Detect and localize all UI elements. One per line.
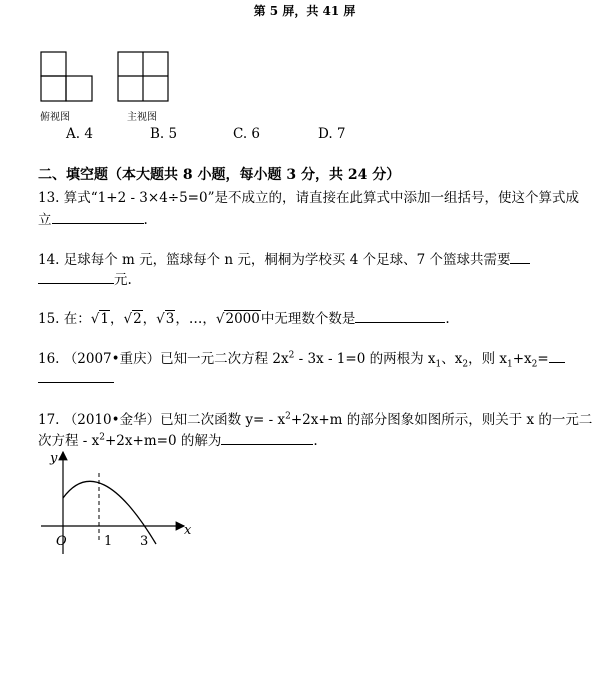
q17-exp-2: 2 <box>99 432 105 443</box>
q16-sub2: 2 <box>462 359 469 370</box>
q17-text-b: +2x+m 的部分图象如图所示，则关于 x 的一元二 <box>290 412 593 428</box>
page-header: 第 5 屏，共 41 屏 <box>253 4 356 18</box>
y-axis-label: y <box>50 451 58 466</box>
q14-line1 <box>38 248 530 268</box>
q16-exp: 2 <box>288 350 295 361</box>
front-view-shape <box>118 52 168 101</box>
q13-text: 立 <box>38 212 52 228</box>
q16-sub3: 1 <box>507 359 513 370</box>
q13-answer-blank[interactable] <box>52 209 144 224</box>
q16-text-f: = <box>537 351 549 367</box>
q17-end: . <box>313 433 318 449</box>
q16-text-c: 、x <box>441 351 463 367</box>
tick-label-3: 3 <box>140 534 149 549</box>
q17-text-a: 17. （2010•金华）已知二次函数 y= - x <box>38 412 286 428</box>
q14-line2 <box>38 268 132 288</box>
front-view-caption: 主视图 <box>127 112 157 123</box>
q14-answer-blank-b[interactable] <box>38 269 114 284</box>
q14-end: 元. <box>114 272 132 288</box>
q14-text: 14. 足球每个 m 元，篮球每个 n 元，桐桐为学校买 4 个足球、7 个篮球共需要 <box>38 252 511 268</box>
q15-prefix: 15. 在： <box>38 311 91 327</box>
q15-line: 15. 在：√1，√2，√3，…，√2000中无理数个数是 . <box>38 307 450 327</box>
q16-sub1: 1 <box>435 359 442 370</box>
q16-text-b: - 3x - 1=0 的两根为 x <box>294 351 436 367</box>
origin-label: O <box>56 534 67 549</box>
q15-answer-blank[interactable] <box>355 308 445 323</box>
q13-end: . <box>143 212 148 228</box>
q16-answer-blank-b[interactable] <box>38 368 114 383</box>
q17-text-d: +2x+m=0 的解为 <box>105 433 222 449</box>
q15-sqrt-2: √2 <box>123 311 142 327</box>
q15-dots: ，…， <box>175 311 216 327</box>
section-title: 二、填空题（本大题共 8 小题，每小题 3 分，共 24 分） <box>38 167 401 183</box>
q15-sqrt-2000: √2000 <box>215 311 260 327</box>
q16-line2 <box>38 368 114 387</box>
x-axis-label: x <box>184 523 192 538</box>
q16-sub4: 2 <box>531 359 538 370</box>
parabola-graph <box>36 446 206 561</box>
q16-text-a: 16. （2007•重庆）已知一元二次方程 2x <box>38 351 289 367</box>
q13-line1: 13. 算式“1+2 - 3×4÷5=0”是不成立的，请直接在此算式中添加一组括号，使这个算式成 <box>38 190 579 206</box>
option-b: B. 5 <box>150 126 178 142</box>
option-d: D. 7 <box>318 126 346 142</box>
q17-exp-1: 2 <box>285 411 291 422</box>
q13-line2 <box>38 208 148 228</box>
q14-answer-blank-a[interactable] <box>510 249 530 264</box>
q17-line1 <box>38 408 592 428</box>
top-view-shape <box>41 52 92 101</box>
q16-text-d: ，则 x <box>468 351 507 367</box>
q15-sqrt-1: √1 <box>90 311 109 327</box>
top-view-caption: 俯视图 <box>40 112 70 123</box>
tick-label-1: 1 <box>104 534 113 549</box>
option-a: A. 4 <box>66 126 93 142</box>
q15-suffix: 中无理数个数是 <box>260 311 356 327</box>
q17-answer-blank[interactable] <box>221 430 313 445</box>
q17-text-c: 次方程 - x <box>38 433 100 449</box>
q15-sqrt-3: √3 <box>156 311 175 327</box>
option-c: C. 6 <box>233 126 261 142</box>
view-drawings <box>38 50 178 110</box>
q16-text-e: +x <box>512 351 532 367</box>
q15-end: . <box>445 311 450 327</box>
q16-line1 <box>38 347 565 370</box>
q16-answer-blank-a[interactable] <box>549 348 565 363</box>
